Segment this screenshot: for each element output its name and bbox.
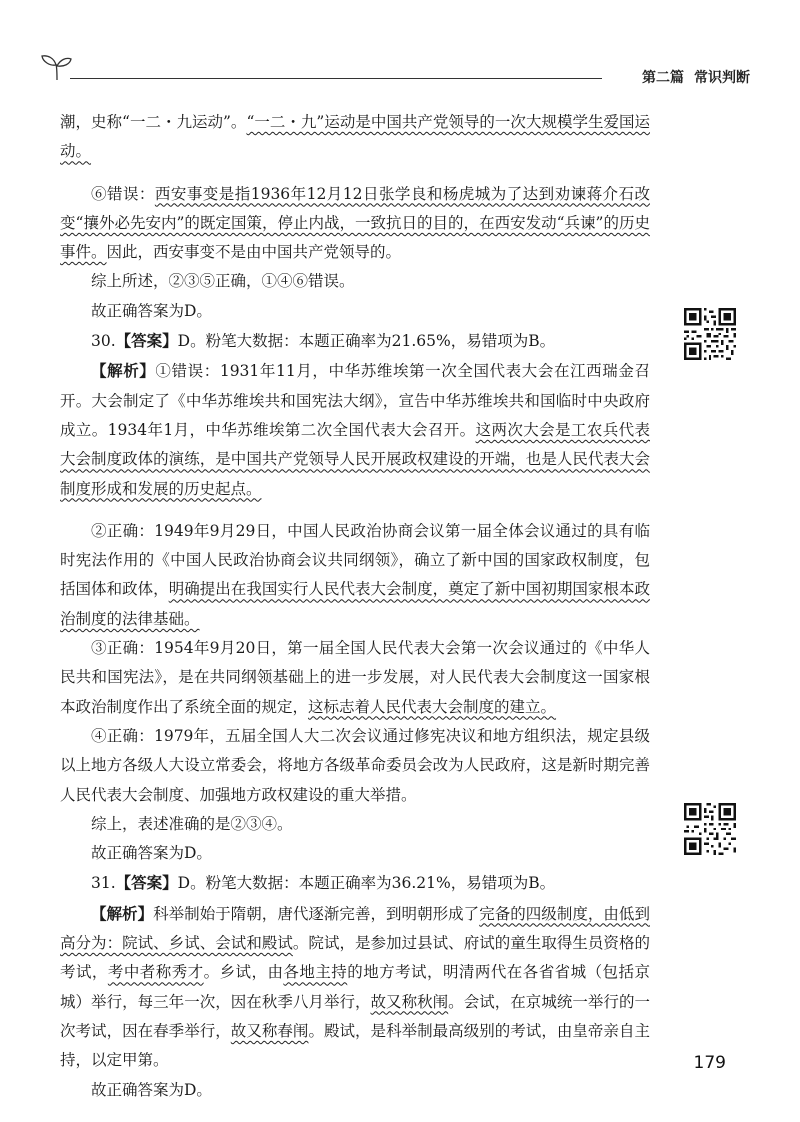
answer-tag: 【答案】 xyxy=(115,873,178,893)
analysis-paragraph xyxy=(60,899,650,1076)
paragraph xyxy=(60,517,650,634)
key-point-underline: 故又称秋闱 xyxy=(370,992,449,1011)
paragraph xyxy=(60,108,650,167)
qr-code-icon xyxy=(684,308,736,360)
answer-text: D。粉笔大数据：本题正确率为36.21%，易错项为B。 xyxy=(177,874,556,893)
spacer xyxy=(60,167,650,180)
running-header xyxy=(40,52,750,92)
qr-code-q30[interactable] xyxy=(684,308,736,360)
header-rule xyxy=(70,78,602,79)
qr-code-icon xyxy=(684,803,736,855)
text: 科举制始于隋朝，唐代逐渐完善，到明朝形成了 xyxy=(153,904,480,923)
key-point-underline: 完备的四级制度，由低到高分为：院试、乡试、会试和殿试 xyxy=(60,904,650,953)
section-label: 常识判断 xyxy=(694,70,750,86)
text: ⑥错误： xyxy=(91,184,155,203)
text: 。会试，在京城统一举行的一次考试，因在春季举行， xyxy=(60,992,650,1040)
key-point-underline: 明确提出在我国实行人民代表大会制度，奠定了新中国初期国家根本政治制度的法律基础。 xyxy=(60,580,650,628)
paragraph: 故正确答案为D。 xyxy=(91,1080,212,1099)
text: 。院试，是参加过县试、府试的童生取得生员资格的考试， xyxy=(60,934,650,982)
answer-line xyxy=(60,326,650,356)
analysis-paragraph xyxy=(60,356,650,503)
analysis-tag: 【解析】 xyxy=(91,361,156,381)
key-point-underline: 这两次大会是工农兵代表大会制度政体的演练，是中国共产党领导人民开展政权建设的开端，也是人民代表大会制度形成和发展的历史起点。 xyxy=(60,420,650,498)
paragraph: 故正确答案为D。 xyxy=(91,844,212,863)
question-number: 31. xyxy=(91,874,116,893)
key-point-underline: 这标志着人民代表大会制度的建立。 xyxy=(308,697,557,716)
key-point-underline: 西安事变是指1936年12月12日张学良和杨虎城为了达到劝谏蒋介石改变“攘外必先安内”的既定国策，停止内战，一致抗日的目的，在西安发动“兵谏”的历史事件。 xyxy=(60,184,650,262)
part-label: 第二篇 xyxy=(642,70,684,86)
text: ②正确：1949年9月29日，中国人民政治协商会议第一届全体会议通过的具有临时宪法作用的《中国人民政治协商会议共同纲领》，确立了新中国的国家政权制度，包括国体和政体， xyxy=(60,521,650,599)
text: 潮，史称“一二・九运动”。 xyxy=(60,113,247,131)
paragraph: 综上所述，②③⑤正确，①④⑥错误。 xyxy=(91,272,355,291)
text: 的地方考试，明清两代在各省省城（包括京城）举行，每三年一次，因在秋季八月举行， xyxy=(60,963,650,1011)
sprout-icon xyxy=(40,52,74,82)
qr-code-q31[interactable] xyxy=(684,803,736,855)
answer-tag: 【答案】 xyxy=(115,331,178,351)
text: ③正确：1954年9月20日，第一届全国人民代表大会第一次会议通过的《中华人民共和国宪法》，是在共同纲领基础上的进一步发展，对人民代表大会制度这一国家根本政治制度作出了系统全面的规定， xyxy=(60,639,650,716)
key-point-underline: 故又称春闱 xyxy=(230,1021,309,1040)
section-title xyxy=(642,67,750,87)
text: 。殿试，是科举制最高级别的考试，由皇帝亲自主持，以定甲第。 xyxy=(60,1021,650,1070)
answer-text: D。粉笔大数据：本题正确率为21.65%，易错项为B。 xyxy=(177,332,556,351)
text: ①错误：1931年11月，中华苏维埃第一次全国代表大会在江西瑞金召开。大会制定了《中华苏维埃共和国宪法大纲》，宣告中华苏维埃共和国临时中央政府成立。1934年1月，中华苏维埃第二次全国代表大会召开。 xyxy=(60,362,650,439)
paragraph: 故正确答案为D。 xyxy=(91,301,212,320)
text: 。乡试，由 xyxy=(203,963,284,982)
paragraph: 综上，表述准确的是②③④。 xyxy=(91,814,293,833)
paragraph xyxy=(60,634,650,722)
page-number: 179 xyxy=(693,1053,726,1073)
key-point-underline: 考中者称秀才 xyxy=(107,963,204,982)
paragraph: ④正确：1979年，五届全国人大二次会议通过修宪决议和地方组织法，规定县级以上地方各级人大设立常委会，将地方各级革命委员会改为人民政府，这是新时期完善人民代表大会制度、加强地方政权建设的重大举措。 xyxy=(60,726,650,804)
answer-line xyxy=(60,868,650,898)
key-point-underline: 各地主持 xyxy=(283,963,348,982)
page-content xyxy=(60,108,650,1105)
question-number: 30. xyxy=(91,332,116,351)
text: 因此，西安事变不是由中国共产党领导的。 xyxy=(106,243,402,262)
key-point-underline: “一二・九”运动是中国共产党领导的一次大规模学生爱国运动。 xyxy=(60,113,650,161)
spacer xyxy=(60,504,650,517)
paragraph xyxy=(60,180,650,268)
analysis-tag: 【解析】 xyxy=(91,903,154,923)
